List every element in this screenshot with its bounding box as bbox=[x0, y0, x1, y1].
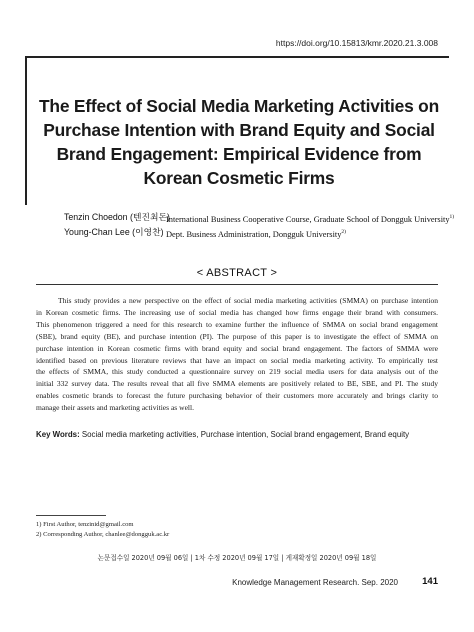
footnote-mark: 1) bbox=[449, 214, 455, 220]
author-row bbox=[64, 211, 454, 226]
abstract-line: the effects of SMMA, this study conducted a questionnaire survey on 219 social media users for data analysis out of the bbox=[36, 367, 438, 377]
paper-title bbox=[27, 94, 451, 190]
title-frame bbox=[25, 56, 449, 205]
keywords bbox=[36, 430, 440, 439]
author-affiliation: International Business Cooperative Course, Graduate School of Dongguk University$^{1)}$ bbox=[166, 214, 455, 224]
footnote: 1) First Author, tenzinid@gmail.com bbox=[36, 521, 134, 528]
abstract-line: This study provides a new perspective on the effect of social media marketing activities (SMMA) on purchase intention bbox=[58, 296, 438, 305]
keywords-label: Key Words: bbox=[36, 430, 80, 439]
abstract-line: manage their assets and marketing activities as well. bbox=[36, 403, 195, 413]
abstract-line: initial 332 survey data. The results reveal that all five SMMA elements are positively related to BE, SBE, and PI. The study bbox=[36, 379, 438, 389]
title-line: Brand Engagement: Empirical Evidence from bbox=[56, 144, 422, 164]
author-name: Young-Chan Lee (이영찬) bbox=[64, 226, 164, 237]
abstract-line: enables cosmetic brands to forecast the future purchasing behavior of their customers more accurately and brings clarity to bbox=[36, 391, 438, 401]
title-line: The Effect of Social Media Marketing Activities on bbox=[38, 96, 440, 116]
title-line: Korean Cosmetic Firms bbox=[143, 168, 335, 188]
abstract-line: This phenomenon triggered a need for this research to examine further the influence of SMMA on social brand engagement bbox=[36, 319, 438, 329]
author-affiliation: Dept. Business Administration, Dongguk University$^{2)}$ bbox=[166, 228, 346, 239]
abstract-body bbox=[36, 295, 438, 414]
abstract-heading: < ABSTRACT > bbox=[196, 267, 278, 279]
submission-dates: 논문접수일 2020년 09월 06일 | 1차 수정 2020년 09월 17일 | 게재확정일 2020년 09월 18일 bbox=[97, 554, 377, 562]
abstract-line: purchase intention in Korean cosmetic firms with brand equity and social brand engagement. The factors of SMMA were bbox=[36, 343, 438, 353]
abstract-divider bbox=[36, 284, 438, 285]
doi-link[interactable]: https://doi.org/10.15813/kmr.2020.21.3.008 bbox=[275, 38, 438, 48]
footnote-mark: 2) bbox=[341, 228, 346, 235]
abstract-line: in Korean cosmetic firms. The increasing use of social media has changed how firms engage their brand with consumers. bbox=[36, 307, 438, 317]
author-row bbox=[64, 226, 454, 241]
author-list bbox=[64, 211, 454, 241]
author-name: Tenzin Choedon (텐진최돈) bbox=[64, 212, 170, 222]
keywords-text: Social media marketing activities, Purchase intention, Social brand engagement, Brand equity bbox=[79, 430, 410, 439]
page-number: 141 bbox=[422, 576, 438, 587]
journal-footer: Knowledge Management Research. Sep. 2020 bbox=[232, 578, 398, 587]
title-line: Purchase Intention with Brand Equity and Social bbox=[43, 120, 435, 140]
abstract-line: identified based on previous literature reviews that have an impact on social media marketing activity. To empirically test bbox=[36, 355, 438, 365]
footnote: 2) Corresponding Author, chanlee@dongguk.ac.kr bbox=[36, 531, 170, 538]
footnote-divider bbox=[36, 515, 106, 516]
footnotes bbox=[36, 520, 169, 540]
abstract-line: (SBE), brand equity (BE), and purchase intention (PI). The purpose of this paper is to investigate the effect of SMMA on bbox=[36, 331, 438, 341]
